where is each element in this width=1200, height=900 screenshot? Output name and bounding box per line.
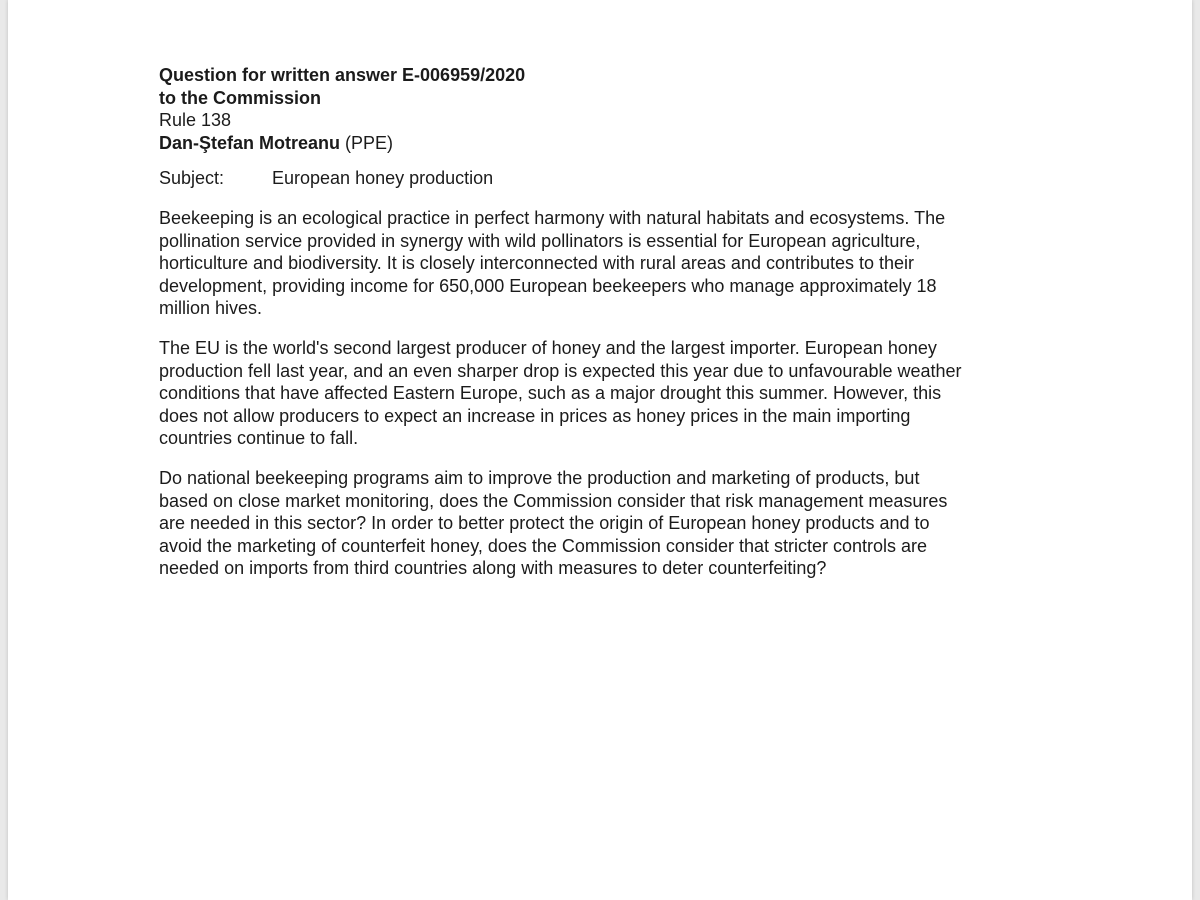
paragraph-line: are needed in this sector? In order to better protect the origin of European honey products and to xyxy=(159,513,930,534)
author-party: (PPE) xyxy=(345,132,394,153)
paragraph-line: horticulture and biodiversity. It is closely interconnected with rural areas and contributes to their xyxy=(159,253,915,274)
subject-label: Subject: xyxy=(159,168,225,189)
rule-reference: Rule 138 xyxy=(159,110,232,131)
question-title: Question for written answer E-006959/2020 xyxy=(159,65,526,85)
paragraph-line: needed on imports from third countries along with measures to deter counterfeiting? xyxy=(159,558,827,579)
addressee: to the Commission xyxy=(159,87,322,108)
paragraph-line: development, providing income for 650,000 European beekeepers who manage approximately 18 xyxy=(159,275,937,296)
paragraph-line: Do national beekeeping programs aim to improve the production and marketing of products, but xyxy=(159,467,920,488)
paragraph-line: The EU is the world's second largest producer of honey and the largest importer. European honey xyxy=(159,337,937,358)
paragraph-line: Beekeeping is an ecological practice in perfect harmony with natural habitats and ecosystems. The xyxy=(159,207,946,228)
author-name: Dan-Ştefan Motreanu xyxy=(159,132,341,153)
paragraph-line: does not allow producers to expect an increase in prices as honey prices in the main importing xyxy=(159,405,911,426)
paragraph-1 xyxy=(159,207,1039,320)
paragraph-2 xyxy=(159,337,1039,450)
paragraph-line: production fell last year, and an even sharper drop is expected this year due to unfavourable weather xyxy=(159,360,962,381)
subject-line xyxy=(159,167,1059,190)
subject-value: European honey production xyxy=(272,168,494,189)
paragraph-line: million hives. xyxy=(159,298,263,319)
paragraph-line: conditions that have affected Eastern Europe, such as a major drought this summer. However, this xyxy=(159,383,942,404)
document-body xyxy=(159,64,1059,580)
paragraph-line: avoid the marketing of counterfeit honey, does the Commission consider that stricter controls are xyxy=(159,535,928,556)
document-page xyxy=(8,0,1192,900)
paragraph-3 xyxy=(159,467,1039,580)
author-line xyxy=(159,132,1059,155)
paragraph-line: pollination service provided in synergy with wild pollinators is essential for European agriculture, xyxy=(159,230,921,251)
paragraph-line: countries continue to fall. xyxy=(159,428,359,449)
paragraph-line: based on close market monitoring, does the Commission consider that risk management measures xyxy=(159,490,948,511)
